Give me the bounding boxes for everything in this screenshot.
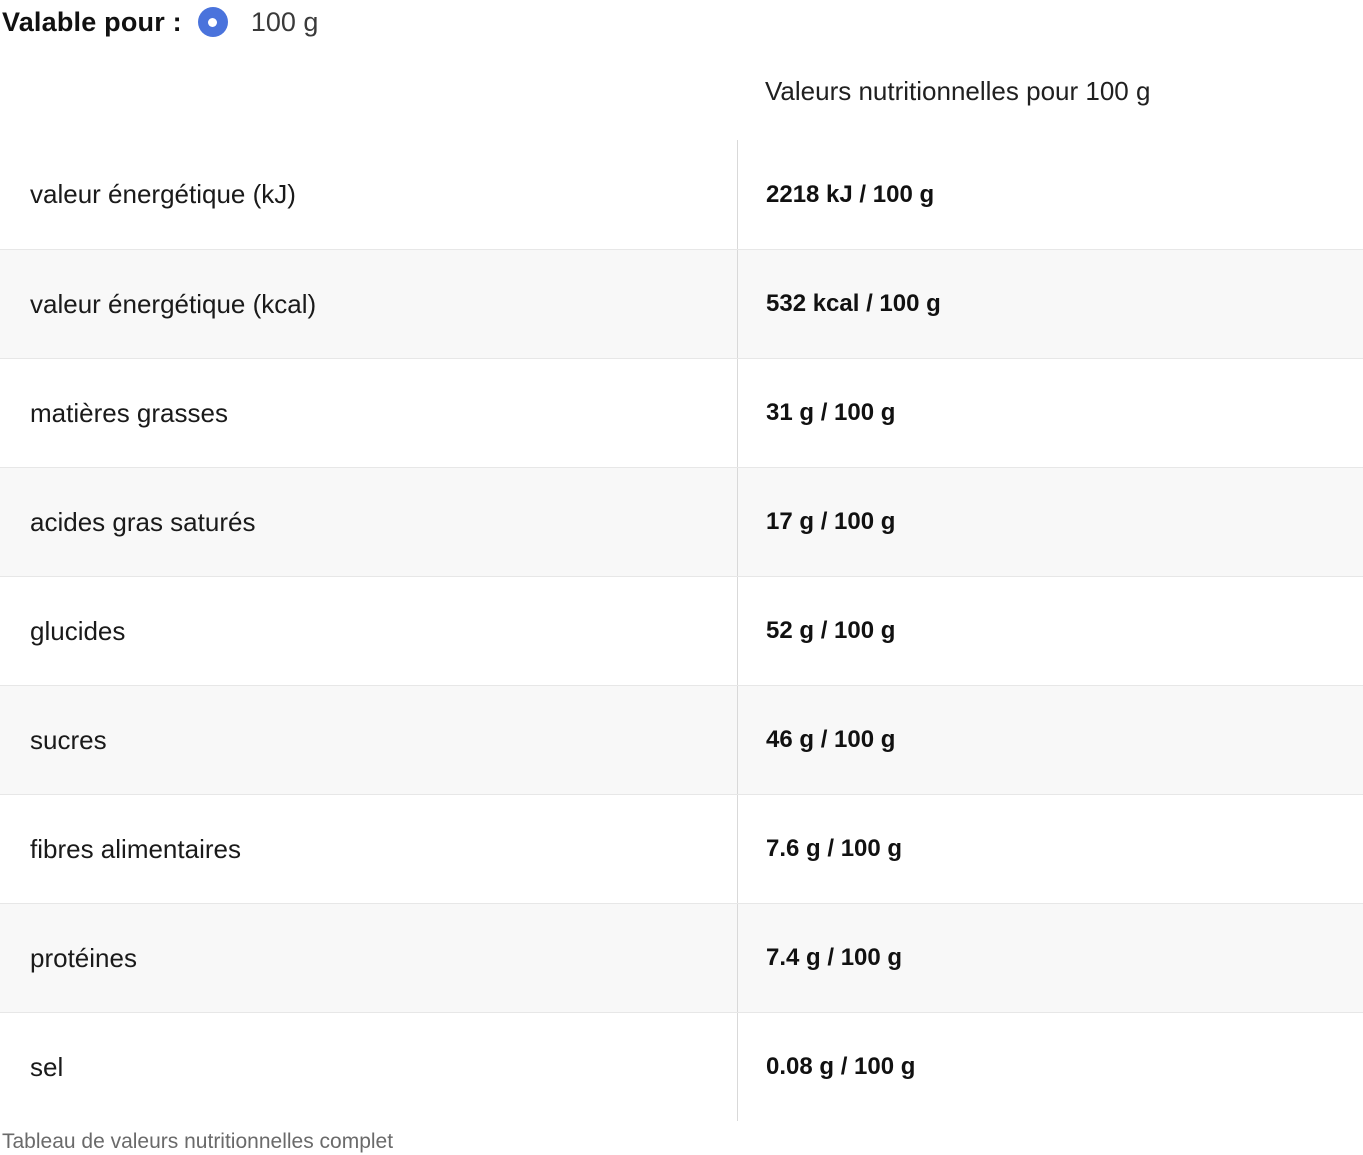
table-row (0, 249, 1363, 358)
table-body (0, 140, 1363, 1121)
nutrient-value: 17 g / 100 g (737, 468, 1363, 576)
table-row (0, 358, 1363, 467)
table-row (0, 140, 1363, 249)
nutrient-label: matières grasses (30, 397, 228, 428)
nutrient-value: 31 g / 100 g (737, 359, 1363, 467)
nutrient-value: 532 kcal / 100 g (737, 250, 1363, 358)
table-row (0, 576, 1363, 685)
nutrient-value: 2218 kJ / 100 g (737, 140, 1363, 249)
nutrient-label: protéines (30, 942, 137, 973)
portion-radio[interactable] (198, 7, 228, 37)
nutrient-label: acides gras saturés (30, 506, 256, 537)
table-row (0, 1012, 1363, 1121)
full-table-link[interactable]: Tableau de valeurs nutritionnelles complet (2, 1130, 394, 1153)
nutrition-table (0, 42, 1363, 1121)
nutrient-value: 0.08 g / 100 g (737, 1013, 1363, 1121)
table-header-row (0, 42, 1363, 140)
nutrient-label: valeur énergétique (kJ) (30, 179, 296, 209)
table-row (0, 903, 1363, 1012)
radio-dot-icon (208, 18, 217, 27)
table-row (0, 794, 1363, 903)
portion-option-label[interactable]: 100 g (250, 6, 319, 37)
nutrient-label: sel (30, 1051, 64, 1082)
nutrient-value: 7.4 g / 100 g (737, 904, 1363, 1012)
nutrient-label: valeur énergétique (kcal) (30, 288, 317, 319)
nutrient-label: sucres (30, 724, 107, 755)
nutrient-label: glucides (30, 615, 126, 646)
nutrient-value: 46 g / 100 g (737, 686, 1363, 794)
nutrient-value: 7.6 g / 100 g (737, 795, 1363, 903)
valable-pour-selector (0, 0, 1363, 42)
table-row (0, 467, 1363, 576)
nutrient-value: 52 g / 100 g (737, 577, 1363, 685)
values-column-header: Valeurs nutritionnelles pour 100 g (765, 75, 1151, 106)
valable-pour-label: Valable pour : (2, 6, 182, 37)
table-row (0, 685, 1363, 794)
nutrient-label: fibres alimentaires (30, 833, 241, 864)
